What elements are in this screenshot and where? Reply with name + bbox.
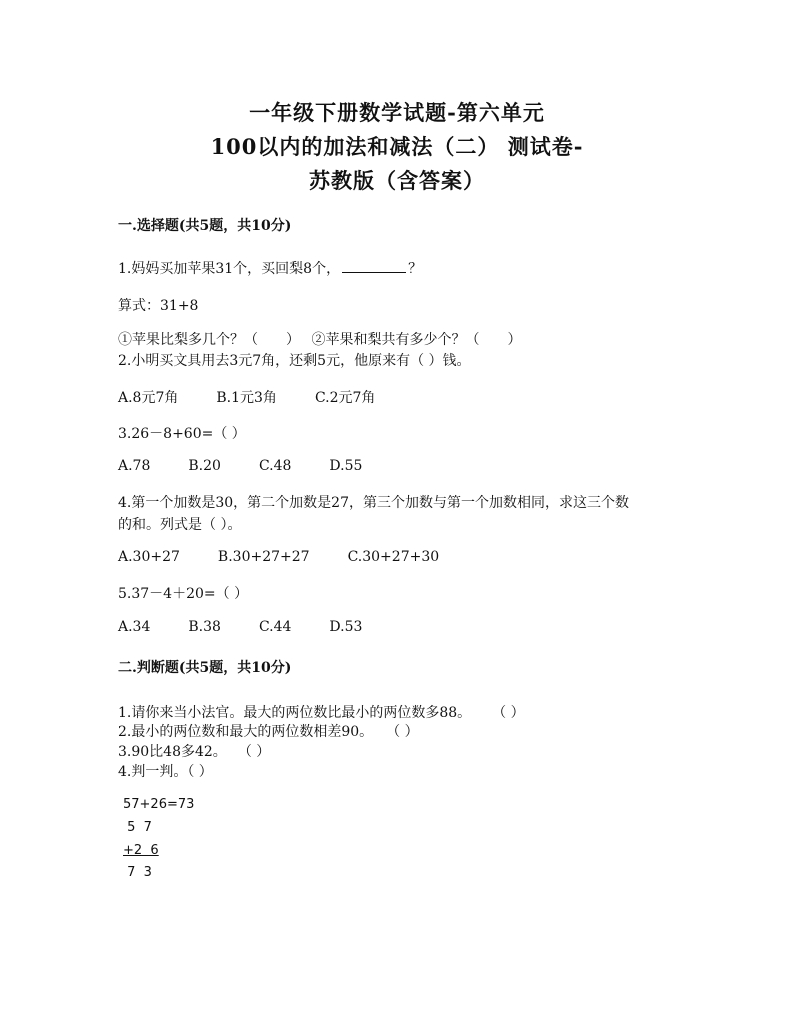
s1-q1-options: ①苹果比梨多几个？（ ） ②苹果和梨共有多少个？（ ） [118, 332, 522, 348]
answer-blank[interactable] [342, 260, 406, 273]
option-a: A.34 [118, 619, 151, 635]
answer-paren[interactable]: （ ） [244, 744, 271, 760]
s1-q3-text: 3.26－8+60=（ ） [118, 426, 246, 442]
option-b: B.1元3角 [216, 390, 277, 406]
s1-q1-text-after: ？ [408, 261, 423, 277]
s1-q5-text: 5.37－4＋20=（ ） [118, 586, 249, 602]
title-line-2: 100以内的加法和减法（二） 测试卷- [210, 134, 584, 159]
option-c: C.48 [258, 458, 292, 474]
s1-q4-options [118, 549, 477, 565]
option-d: D.53 [329, 619, 363, 635]
section2-heading: 二.判断题(共5题，共10分) [118, 660, 292, 676]
s2-q3-text: 3.90比48多42。 [118, 744, 227, 760]
option-c: C.30+27+30 [347, 549, 440, 565]
option-b: B.20 [188, 458, 221, 474]
s2-q4-text: 4.判一判。（ ） [118, 764, 213, 780]
calc-equation: 57+26=73 [123, 797, 195, 812]
option-a: A.78 [118, 458, 151, 474]
s1-q1-text [118, 258, 422, 278]
s2-q1 [118, 702, 525, 722]
option-c: C.44 [258, 619, 292, 635]
calc-row-3: 7 3 [123, 865, 152, 880]
s1-q2-text: 2.小明买文具用去3元7角，还剩5元，他原来有（ ）钱。 [118, 353, 471, 369]
s1-q3-options [118, 458, 400, 474]
option-c: C.2元7角 [314, 390, 376, 406]
answer-paren[interactable]: （ ） [499, 705, 525, 721]
s1-q4-text-line2: 的和。列式是（ ）。 [118, 517, 242, 533]
s1-q1-text-before: 1.妈妈买加苹果31个，买回梨8个， [118, 261, 341, 277]
option-a: A.8元7角 [118, 390, 179, 406]
calc-row-1: 5 7 [123, 820, 152, 835]
option-b: B.30+27+27 [217, 549, 310, 565]
s1-q1-formula: 算式：31+8 [118, 298, 199, 314]
s1-q5-options [118, 619, 400, 635]
s2-q1-text: 1.请你来当小法官。最大的两位数比最小的两位数多88。 [118, 705, 472, 721]
calc-row-2: +2 6 [123, 843, 159, 858]
answer-paren[interactable]: （ ） [393, 724, 419, 740]
option-d: D.55 [329, 458, 363, 474]
option-a: A.30+27 [118, 549, 180, 565]
title-line-1: 一年级下册数学试题-第六单元 [249, 100, 545, 125]
s2-q2-text: 2.最小的两位数和最大的两位数相差90。 [118, 724, 374, 740]
option-b: B.38 [188, 619, 221, 635]
s2-q2 [118, 721, 419, 741]
title-line-3: 苏教版（含答案） [309, 168, 485, 193]
section1-heading: 一.选择题(共5题，共10分) [118, 218, 292, 234]
s1-q4-text-line1: 4.第一个加数是30，第二个加数是27，第三个加数与第一个加数相同，求这三个数 [118, 495, 629, 511]
s2-q3 [118, 741, 270, 761]
s1-q2-options [118, 387, 413, 407]
